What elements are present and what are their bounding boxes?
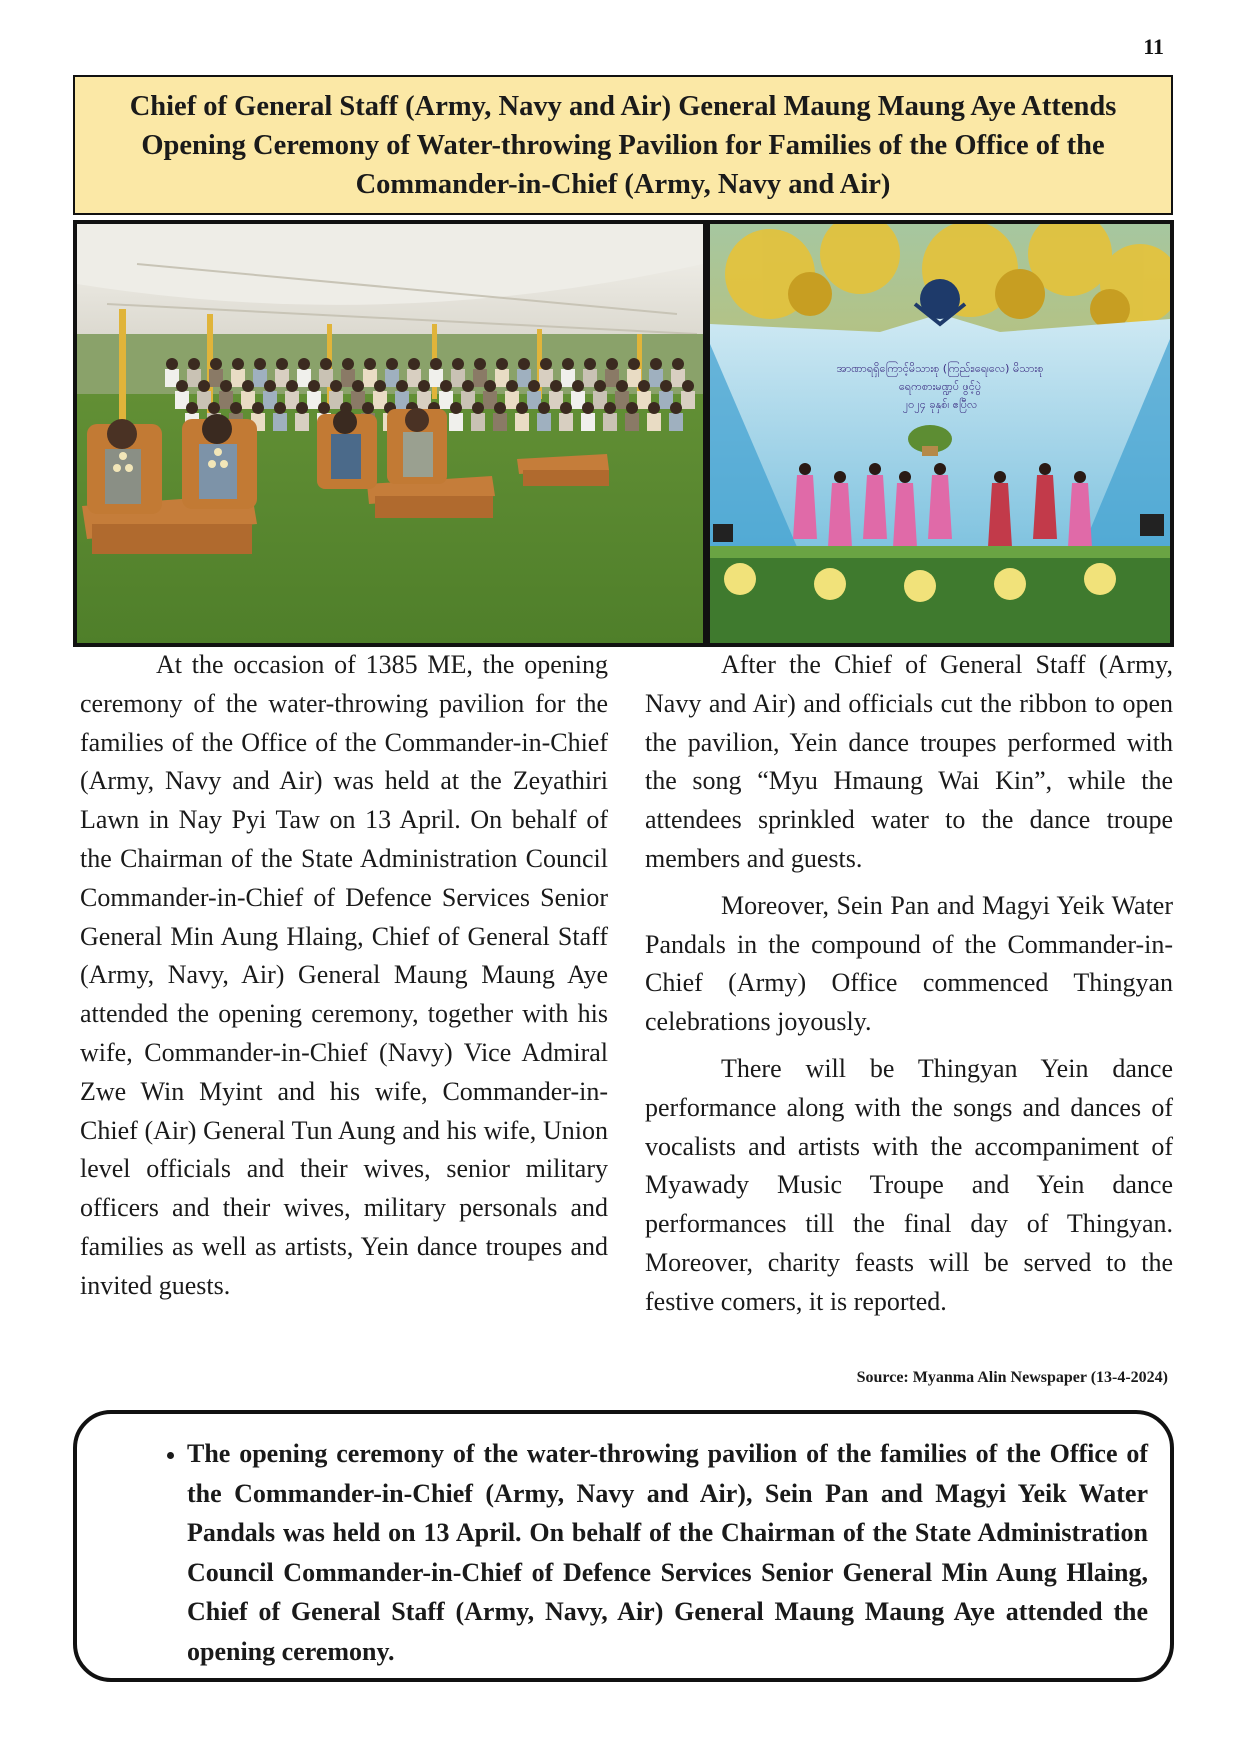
crowd-person-head — [616, 380, 628, 392]
crowd-person-head — [208, 402, 220, 414]
crowd-person-head — [528, 380, 540, 392]
crowd-person-head — [638, 380, 650, 392]
crowd-person-body — [603, 413, 617, 431]
dancer-dress — [828, 483, 852, 547]
dancer-dress — [1033, 475, 1057, 539]
crowd-person-head — [584, 358, 596, 370]
crowd-person-head — [594, 380, 606, 392]
crowd-person-head — [188, 358, 200, 370]
crowd-person-head — [308, 380, 320, 392]
crowd-person-head — [220, 380, 232, 392]
crowd-person-head — [242, 380, 254, 392]
source-credit: Source: Myanma Alin Newspaper (13-4-2024) — [856, 1369, 1168, 1386]
crowd-person-head — [210, 358, 222, 370]
summary-box — [73, 1410, 1174, 1682]
crowd-person-head — [628, 358, 640, 370]
crowd-person-head — [506, 380, 518, 392]
crowd-person-body — [493, 413, 507, 431]
crowd-person-head — [484, 380, 496, 392]
crowd-person-body — [681, 391, 695, 409]
dancer-head — [994, 471, 1006, 483]
crowd-person-head — [318, 402, 330, 414]
crowd-person-body — [581, 413, 595, 431]
crowd-person-head — [352, 380, 364, 392]
crowd-person-head — [682, 380, 694, 392]
crowd-person-head — [452, 358, 464, 370]
crowd-person-head — [562, 358, 574, 370]
dancer-head — [799, 463, 811, 475]
article-title-box — [73, 75, 1173, 215]
crowd-person-head — [604, 402, 616, 414]
crowd-person-head — [252, 402, 264, 414]
crowd-person-head — [650, 358, 662, 370]
crowd-person-head — [198, 380, 210, 392]
crowd-person-head — [496, 358, 508, 370]
crowd-person-body — [537, 413, 551, 431]
crowd-person-head — [550, 380, 562, 392]
crowd-person-head — [516, 402, 528, 414]
article-column-right — [645, 646, 1173, 1322]
crowd-person-head — [298, 358, 310, 370]
crowd-person-head — [450, 402, 462, 414]
backdrop-text-line-1: အာဏာရရှိကြောင့်မိသားစု (ကြည်း၊ရေ၊လေ) မိသားစု — [836, 362, 1044, 375]
crowd-person-head — [648, 402, 660, 414]
crowd-person-head — [472, 402, 484, 414]
dancer-head — [1074, 471, 1086, 483]
crowd-person-head — [386, 358, 398, 370]
crowd-person-body — [471, 413, 485, 431]
article-title: Chief of General Staff (Army, Navy and Air) General Maung Maung Aye Attends Opening Ceremony of Water-throwing Pavilion for Families of the Office of the Commander-in-Chief (Army, Navy and Air) — [129, 90, 1117, 200]
page-number: 11 — [1143, 34, 1164, 59]
dancer-head — [1039, 463, 1051, 475]
dancer-head — [869, 463, 881, 475]
article-paragraph: After the Chief of General Staff (Army, Navy and Air) and officials cut the ribbon to open the pavilion, Yein dance troupes performed with the song “Myu Hmaung Wai Kin”, while the attendees sprinkled water to the dance troupe members and guests. — [645, 650, 1173, 873]
crowd-person-head — [396, 380, 408, 392]
crowd-person-head — [606, 358, 618, 370]
crowd-person-head — [276, 358, 288, 370]
crowd-person-head — [362, 402, 374, 414]
dancer-head — [934, 463, 946, 475]
crowd-person-head — [462, 380, 474, 392]
crowd-person-head — [572, 380, 584, 392]
crowd-person-head — [264, 380, 276, 392]
dancer-head — [834, 471, 846, 483]
crowd-person-head — [430, 358, 442, 370]
dancer-dress — [988, 483, 1012, 547]
crowd-person-head — [440, 380, 452, 392]
crowd-person-head — [660, 380, 672, 392]
dancer-dress — [793, 475, 817, 539]
crowd-person-body — [515, 413, 529, 431]
crowd-person-head — [672, 358, 684, 370]
crowd-person-head — [418, 380, 430, 392]
crowd-person-head — [320, 358, 332, 370]
crowd-person-body — [449, 413, 463, 431]
dancer-dress — [1068, 483, 1092, 547]
article-paragraph: At the occasion of 1385 ME, the opening ceremony of the water-throwing pavilion for the families of the Office of the Commander-in-Chief (Army, Navy and Air) was held at the Zeyathiri Lawn in Nay Pyi Taw on 13 April. On behalf of the Chairman of the State Administration Council Commander-in-Chief of Defence Services Senior General Min Aung Hlaing, Chief of General Staff (Army, Navy, Air) General Maung Maung Aye attended the opening ceremony, together with his wife, Commander-in-Chief (Navy) Vice Admiral Zwe Win Myint and his wife, Commander-in-Chief (Air) General Tun Aung and his wife, Union level officials and their wives, senior military officers and their wives, military personals and families as well as artists, Yein dance troupes and invited guests. — [80, 650, 608, 1300]
crowd-person-body — [647, 413, 661, 431]
article-column-left — [80, 646, 608, 1306]
dancer-head — [899, 471, 911, 483]
article-paragraph: There will be Thingyan Yein dance performance along with the songs and dances of vocalists and artists with the accompaniment of Myawady Music Troupe and Yein dance performances till the final day of Thingyan. Moreover, charity feasts will be served to the festive comers, it is reported. — [645, 1053, 1173, 1316]
crowd-person-head — [296, 402, 308, 414]
crowd-person-head — [342, 358, 354, 370]
crowd-person-head — [232, 358, 244, 370]
crowd-person-head — [176, 380, 188, 392]
crowd-person-head — [626, 402, 638, 414]
backdrop-text-line-3: ၂၀၂၄ ခုနှစ်၊ ဧပြီလ — [902, 398, 978, 411]
crowd-person-body — [295, 413, 309, 431]
crowd-person-body — [559, 413, 573, 431]
crowd-person-head — [538, 402, 550, 414]
crowd-person-head — [540, 358, 552, 370]
summary-list — [129, 1434, 1148, 1672]
crowd-person-head — [374, 380, 386, 392]
photo-dance-performance — [706, 220, 1174, 647]
dance-performance-image — [710, 224, 1170, 643]
crowd-person-head — [474, 358, 486, 370]
crowd-person-head — [166, 358, 178, 370]
crowd-person-head — [230, 402, 242, 414]
crowd-person-body — [273, 413, 287, 431]
crowd-person-head — [560, 402, 572, 414]
article-paragraph: Moreover, Sein Pan and Magyi Yeik Water Pandals in the compound of the Commander-in-Chief (Army) Office commenced Thingyan celebrations joyously. — [645, 890, 1173, 1037]
summary-bullet: • The opening ceremony of the water-throwing pavilion of the families of the Office of the Commander-in-Chief (Army, Navy and Air), Sein Pan and Magyi Yeik Water Pandals was held on 13 April. On behalf of the Chairman of the State Administration Council Commander-in-Chief of Defence Services Senior General Min Aung Hlaing, Chief of General Staff (Army, Navy, Air) General Maung Maung Aye attended the opening ceremony. — [187, 1434, 1148, 1672]
crowd-person-head — [582, 402, 594, 414]
crowd-person-head — [670, 402, 682, 414]
photo-seated-officials — [73, 220, 707, 647]
crowd-person-head — [274, 402, 286, 414]
backdrop-text-line-2: ရေကစားမဏ္ဍပ် ဖွင့်ပွဲ — [898, 380, 982, 393]
crowd-person-head — [494, 402, 506, 414]
dancer-dress — [928, 475, 952, 539]
crowd-person-body — [669, 413, 683, 431]
crowd-person-head — [518, 358, 530, 370]
crowd-person-head — [254, 358, 266, 370]
crowd-person-head — [330, 380, 342, 392]
crowd-person-head — [364, 358, 376, 370]
dancer-dress — [863, 475, 887, 539]
crowd-person-head — [286, 380, 298, 392]
dancer-dress — [893, 483, 917, 547]
crowd-person-body — [625, 413, 639, 431]
crowd-person-head — [186, 402, 198, 414]
seated-officials-image — [77, 224, 703, 643]
crowd-person-head — [408, 358, 420, 370]
